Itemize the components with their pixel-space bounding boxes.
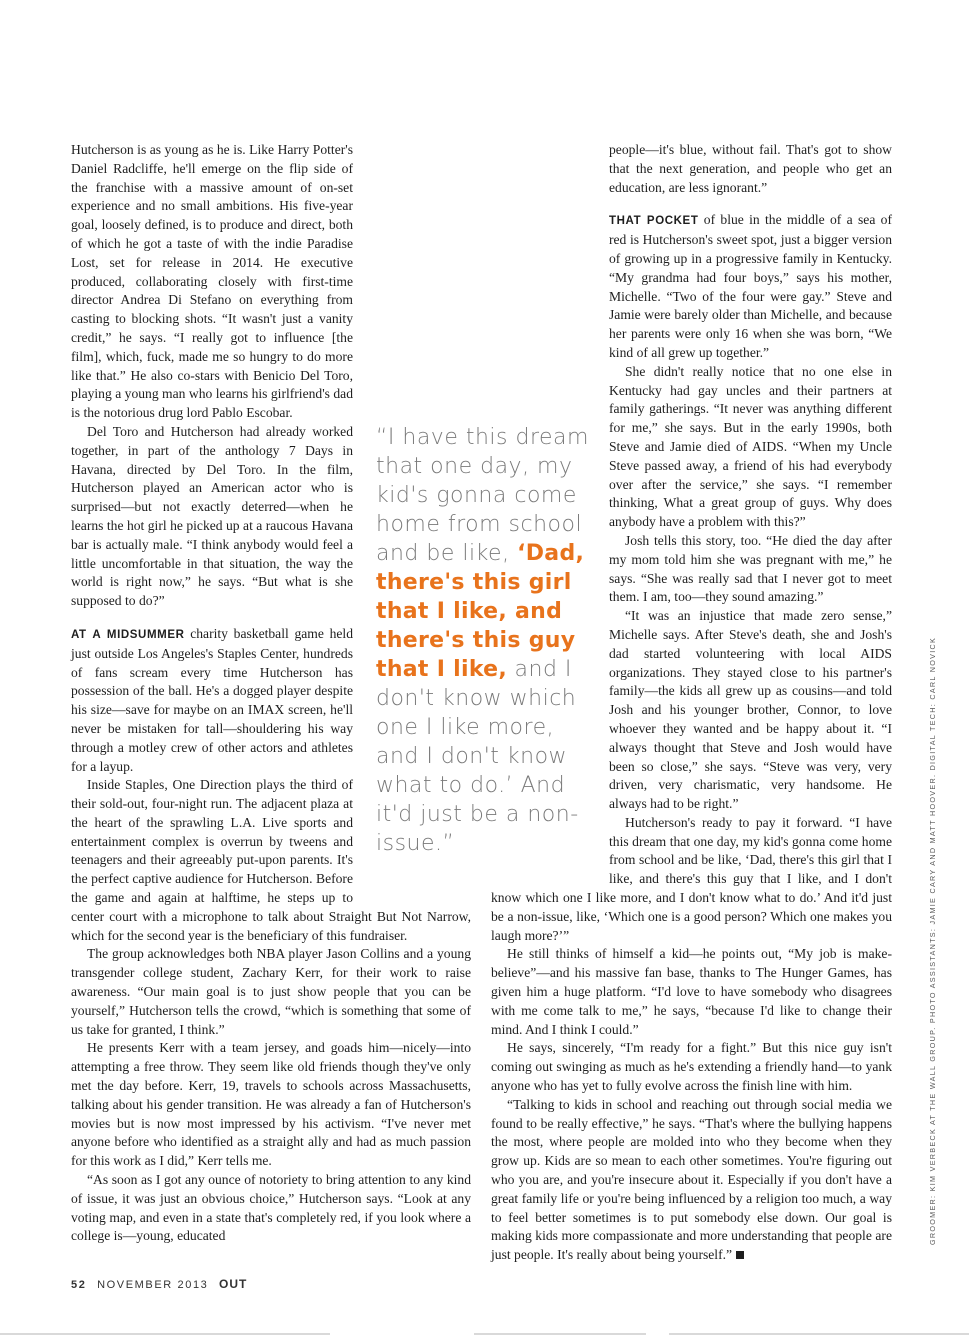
paragraph: She didn't really notice that no one else in Kentucky had gay uncles and their partners at family gatherings. “It never was anything different for me,” she says. But in the early 1990s, both Steve and Jamie died of AIDS. “When my Uncle Steve passed away, a friend of his had everybody over after the service,” she says. “I remember thinking, What a great group of guys. Why does anybody have a problem with this?”	[609, 363, 892, 530]
magazine-name: OUT	[219, 1277, 248, 1291]
section-lead-in: AT A MIDSUMMER	[71, 628, 185, 641]
paragraph: Del Toro and Hutcherson had already worked together, in part of the anthology 7 Days in Havana, directed by Del Toro. In the film, Hutcherson played an American actor who is surprised—but not exactly deterred—when he learns the hot girl he picked up at a raucous Havana bar is actually male. “I think anybody would feel a little uncomfortable in that situation, the way the world is right now,” he says. “But what is she supposed to do?”	[71, 423, 353, 609]
scan-edge-line	[0, 1333, 330, 1335]
paragraph: Inside Staples, One Direction plays the third of their sold-out, four-night run. The adjacent plaza at the heart of the sprawling L.A. Live sports and entertainment complex is overrun by tweens and teenagers and their agreeably put-upon parents. It's the perfect captive audience for Hutcherson. Before the game and again at halftime, he steps up to center court with a microphone to talk about Straight But Not Narrow, which for the second year is the beneficiary of this fundraiser.	[71, 777, 471, 943]
end-mark	[736, 1251, 744, 1259]
section-lead-in: THAT POCKET	[609, 215, 699, 228]
issue-date: NOVEMBER 2013	[97, 1279, 209, 1291]
photo-credits: GROOMER: KIM VERBECK AT THE WALL GROUP. PHOTO ASSISTANTS: JAMIE CARY AND MATT HOOVER. DIGITAL TECH: CARL NOVICK	[928, 636, 937, 1245]
paragraph: The group acknowledges both NBA player Jason Collins and a young transgender college student, Zachary Kerr, for their work to raise awareness. “Our main goal is to just show people that you can be yourself,” Hutcherson tells the crowd, “which is something that some of us take for granted, I think.”	[71, 946, 471, 1037]
scan-edge-line	[669, 1333, 969, 1335]
paragraph: AT A MIDSUMMER charity basketball game held just outside Los Angeles's Staples Center, hundreds of fans scream every time Hutcherson has possession of the ball. He's a dogged player despite his size—save for maybe on an IMAX screen, he'll never be mistaken for tall—shouldering his way through a motley crew of other actors and athletes for a layup.	[71, 625, 353, 774]
paragraph: “As soon as I got any ounce of notoriety to bring attention to any kind of issue, it was just an obvious choice,” Hutcherson says. “Look at any voting map, and even in a state that's completely red, if you look where a college is—young, educated	[71, 1172, 471, 1244]
paragraph: Hutcherson's ready to pay it forward. “I have this dream that one day, my kid's gonna come home from school and be like, ‘Dad, there's this girl that I like, and there's this guy that I like, and I don't know which one I like more, and I don't know what to do.’ And it'd just be a non-issue, like, ‘Which one is a good person? Which one makes you laugh more?’”	[491, 814, 892, 943]
paragraph: He presents Kerr with a team jersey, and goads him—nicely—into attempting a free throw. They seem like old friends though they've only met the day before. Kerr, 19, travels to schools across Massachusetts, talking about his gender transition. He was already a fan of Hutcherson's movies but is now most impressed by his activism. “I've never met anyone before who identified as a straight ally and had as much passion for this work as I did,” Kerr tells me.	[71, 1040, 471, 1169]
page-footer	[71, 1277, 247, 1291]
pull-quote-text: “I have this dream that one day, my kid's gonna come home from school and be like,	[376, 425, 589, 566]
pull-quote-text: and I don't know which one I like more, and I don't know what to do.’ And it'd just be a non-issue.”	[376, 657, 579, 856]
pull-quote-highlight: ‘Dad, there's this girl that I like, and there's this guy that I like,	[376, 541, 585, 682]
page-number: 52	[71, 1279, 87, 1291]
paragraph: He says, sincerely, “I'm ready for a fight.” But this nice guy isn't coming out swinging as much as he's extending a friendly hand—to yank anyone who has yet to fully evolve across the finish line with him.	[491, 1040, 892, 1094]
scan-edge-line	[474, 1333, 646, 1335]
paragraph: THAT POCKET of blue in the middle of a sea of red is Hutcherson's sweet spot, just a bigger version of growing up in a progressive family in Kentucky. “My grandma had four boys,” says his mother, Michelle. “Two of the four were gay.” Steve and Jamie were barely older than Michelle, and because her parents were only 16 when she was born, “We kind of all grew up together.”	[609, 212, 892, 360]
paragraph: He still thinks of himself a kid—he points out, “My job is make-believe”—and his massive fan base, thanks to The Hunger Games, has given him a huge platform. “I'd love to have somebody who disagrees with me come talk to me,” he says, “because I'd like to change their mind. And I think I could.”	[491, 946, 892, 1037]
paragraph: Josh tells this story, too. “He died the day after my mom told him she was pregnant with me,” he says. “She was really sad that I never got to meet them. I am, too—they sound amazing.”	[609, 532, 892, 605]
pull-quote	[376, 423, 598, 858]
paragraph: “Talking to kids in school and reaching out through social media we found to be really effective,” he says. “That's where the bullying happens the most, where people are molded into who they become when they grow up. Kids are so mean to each other sometimes. You're figuring out who you are, and you're insecure about it. Especially if you don't have a great family life or you're being influenced by a religion too much, a way to feel better sometimes is to put somebody else down. Our goal is making kids more compassionate and more understanding that people are just people. It's really about being yourself.”	[491, 1096, 892, 1263]
paragraph: Hutcherson is as young as he is. Like Harry Potter's Daniel Radcliffe, he'll emerge on the flip side of the franchise with a massive amount of on-set experience and no small ambitions. His five-year goal, loosely defined, is to produce and direct, both of which he got a taste of with the indie Paradise Lost, set for release in 2014. He executive produced, collaborating closely with first-time director Andrea Di Stefano on everything from casting to blocking shots. “It wasn't just a vanity credit,” he says. “I really got to influence [the film], which, fuck, made me so hungry to do more like that.” He also co-stars with Benicio Del Toro, playing a young man who learns his girlfriend's dad is the notorious drug lord Pablo Escobar.	[71, 142, 353, 421]
paragraph: “It was an injustice that made zero sense,” Michelle says. After Steve's death, she and Josh's dad started volunteering with local AIDS organizations. They stayed close to his partner's family—the kids all grew up as cousins—and told Josh and his younger brother, Connor, to love whoever they wanted and be happy about it. “I always thought that Steve and Josh would have been so close,” she says. “Steve was very, very driven, very charismatic, very handsome. He always had to be right.”	[609, 608, 892, 812]
paragraph: people—it's blue, without fail. That's got to show that the next generation, and people who get an education, are less ignorant.”	[609, 142, 892, 195]
